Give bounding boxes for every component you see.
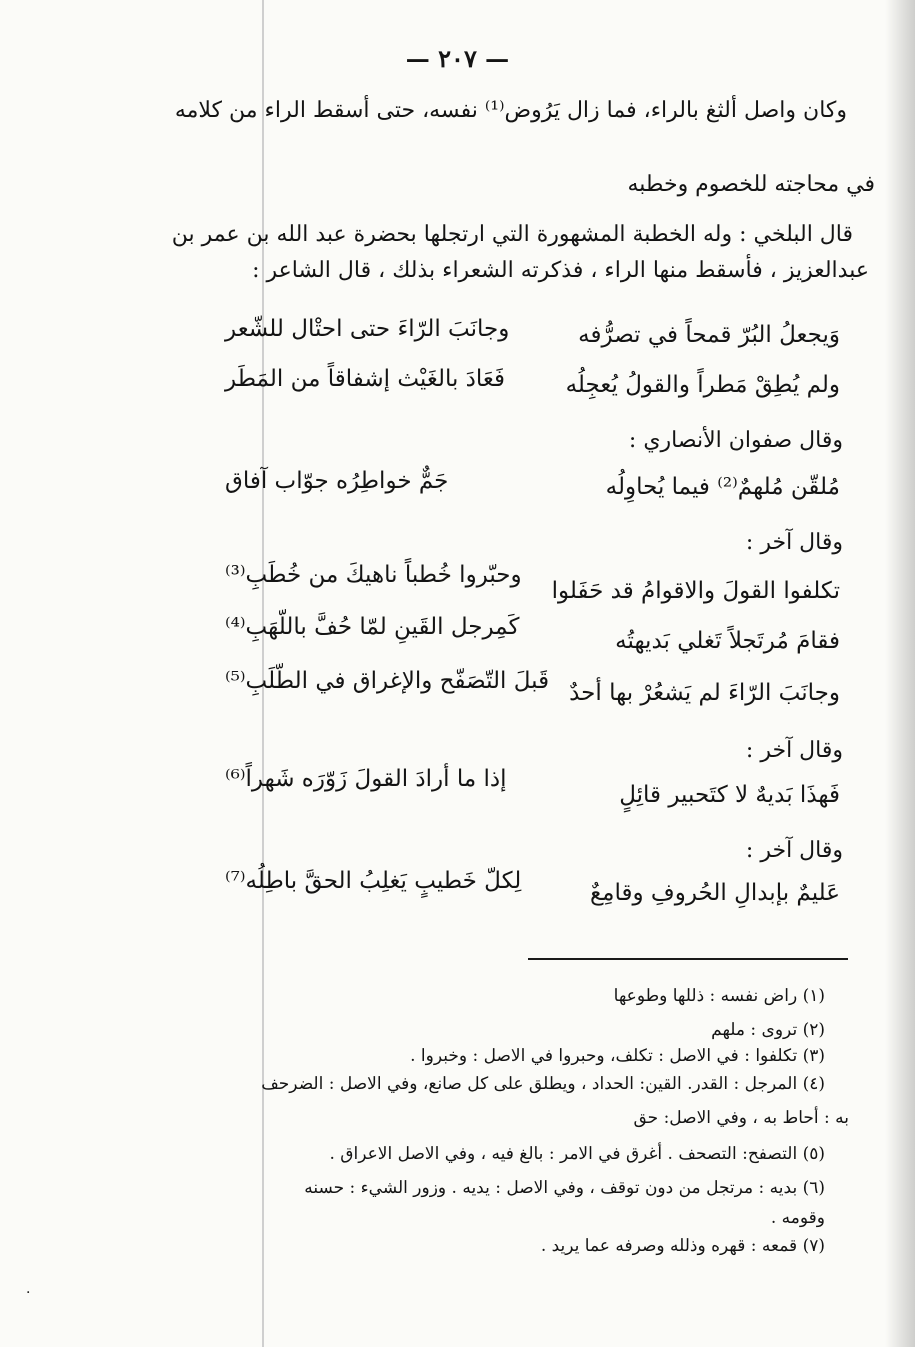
prose-line: عبدالعزيز ، فأسقط منها الراء ، فذكرته الشعراء بذلك ، قال الشاعر :	[252, 258, 869, 283]
verse-hemistich-left: وجانَبَ الرّاءَ حتى احتْال للشّعر	[225, 316, 510, 342]
verse-hemistich-left: جَمٌّ خواطِرُه جوّاب آفاق	[225, 468, 449, 494]
footnote: (١) راض نفسه : ذللها وطوعها	[613, 986, 825, 1006]
footnote: به : أحاط به ، وفي الاصل: حق	[633, 1108, 849, 1128]
section-heading: وقال آخر :	[745, 738, 843, 763]
prose-line: قال البلخي : وله الخطبة المشهورة التي ارتجلها بحضرة عبد الله بن عمر بن	[171, 222, 853, 247]
verse-hemistich-right: تكلفوا القولَ والاقوامُ قد حَفَلوا	[551, 578, 840, 604]
footnote: (٧) قمعه : قهره وذلله وصرفه عما يريد .	[540, 1236, 825, 1256]
footnote: (٣) تكلفوا : في الاصل : تكلف، وحبروا في الاصل : وخبروا .	[410, 1046, 825, 1066]
verse-hemistich-left: قَبلَ التّصَفّح والإغراق في الطّلَبِ⁽⁵⁾	[225, 668, 550, 694]
verse-hemistich-right: ولم يُطِقْ مَطراً والقولُ يُعجِلُه	[565, 372, 840, 398]
section-heading: وقال صفوان الأنصاري :	[628, 428, 843, 453]
verse-hemistich-right: فقامَ مُرتَجلاً تَغلي بَديهتُه	[615, 628, 840, 654]
verse-hemistich-left: فَعَادَ بالغَيْث إشفاقاً من المَطَر	[225, 366, 506, 392]
verse-hemistich-right: وجانَبَ الرّاءَ لم يَشعُرْ بها أحدٌ	[569, 680, 840, 706]
prose-line: في محاجته للخصوم وخطبه	[627, 172, 875, 197]
footnote-separator	[528, 958, 848, 960]
footnote: وقومه .	[770, 1208, 825, 1228]
footnote: (٢) تروى : ملهم	[711, 1020, 825, 1040]
verse-hemistich-left: لِكلّ خَطيبٍ يَغلِبُ الحقَّ باطِلُه⁽⁷⁾	[225, 868, 522, 894]
section-heading: وقال آخر :	[745, 838, 843, 863]
page-edge-shadow	[885, 0, 915, 1347]
verse-hemistich-right: وَيجعلُ البُرّ قمحاً في تصرُّفه	[578, 322, 840, 348]
verse-hemistich-left: إذا ما أرادَ القولَ زَوّرَه شَهراً⁽⁶⁾	[225, 766, 507, 792]
prose-line: وكان واصل ألثغ بالراء، فما زال يَرُوض⁽¹⁾ نفسه، حتى أسقط الراء من كلامه	[174, 98, 847, 123]
verse-hemistich-left: وحبّروا خُطباً ناهيكَ من خُطَبِ⁽³⁾	[225, 562, 522, 588]
verse-hemistich-right: عَليمٌ بإبدالِ الحُروفِ وقامِعٌ	[589, 880, 840, 906]
page-number: — ٢٠٧ —	[405, 44, 510, 73]
section-heading: وقال آخر :	[745, 530, 843, 555]
verse-hemistich-left: كَمِرجل القَينِ لمّا حُفَّ باللّهَبِ⁽⁴⁾	[225, 614, 520, 640]
footnote: (٦) بديه : مرتجل من دون توقف ، وفي الاصل : يديه . وزور الشيء : حسنه	[304, 1178, 825, 1198]
footnote: (٥) التصفح: التصحف . أغرق في الامر : بالغ فيه ، وفي الاصل الاعراق .	[329, 1144, 825, 1164]
verse-hemistich-right: مُلقّن مُلهمٌ⁽²⁾ فيما يُحاوِلُه	[605, 474, 840, 500]
footnote: (٤) المرجل : القدر. القين: الحداد ، ويطلق على كل صانع، وفي الاصل : الضرحف	[261, 1074, 825, 1094]
ink-speck: ·	[26, 1285, 31, 1301]
verse-hemistich-right: فَهذَا بَديهٌ لا كتَحبير قائِلٍ	[619, 782, 840, 808]
